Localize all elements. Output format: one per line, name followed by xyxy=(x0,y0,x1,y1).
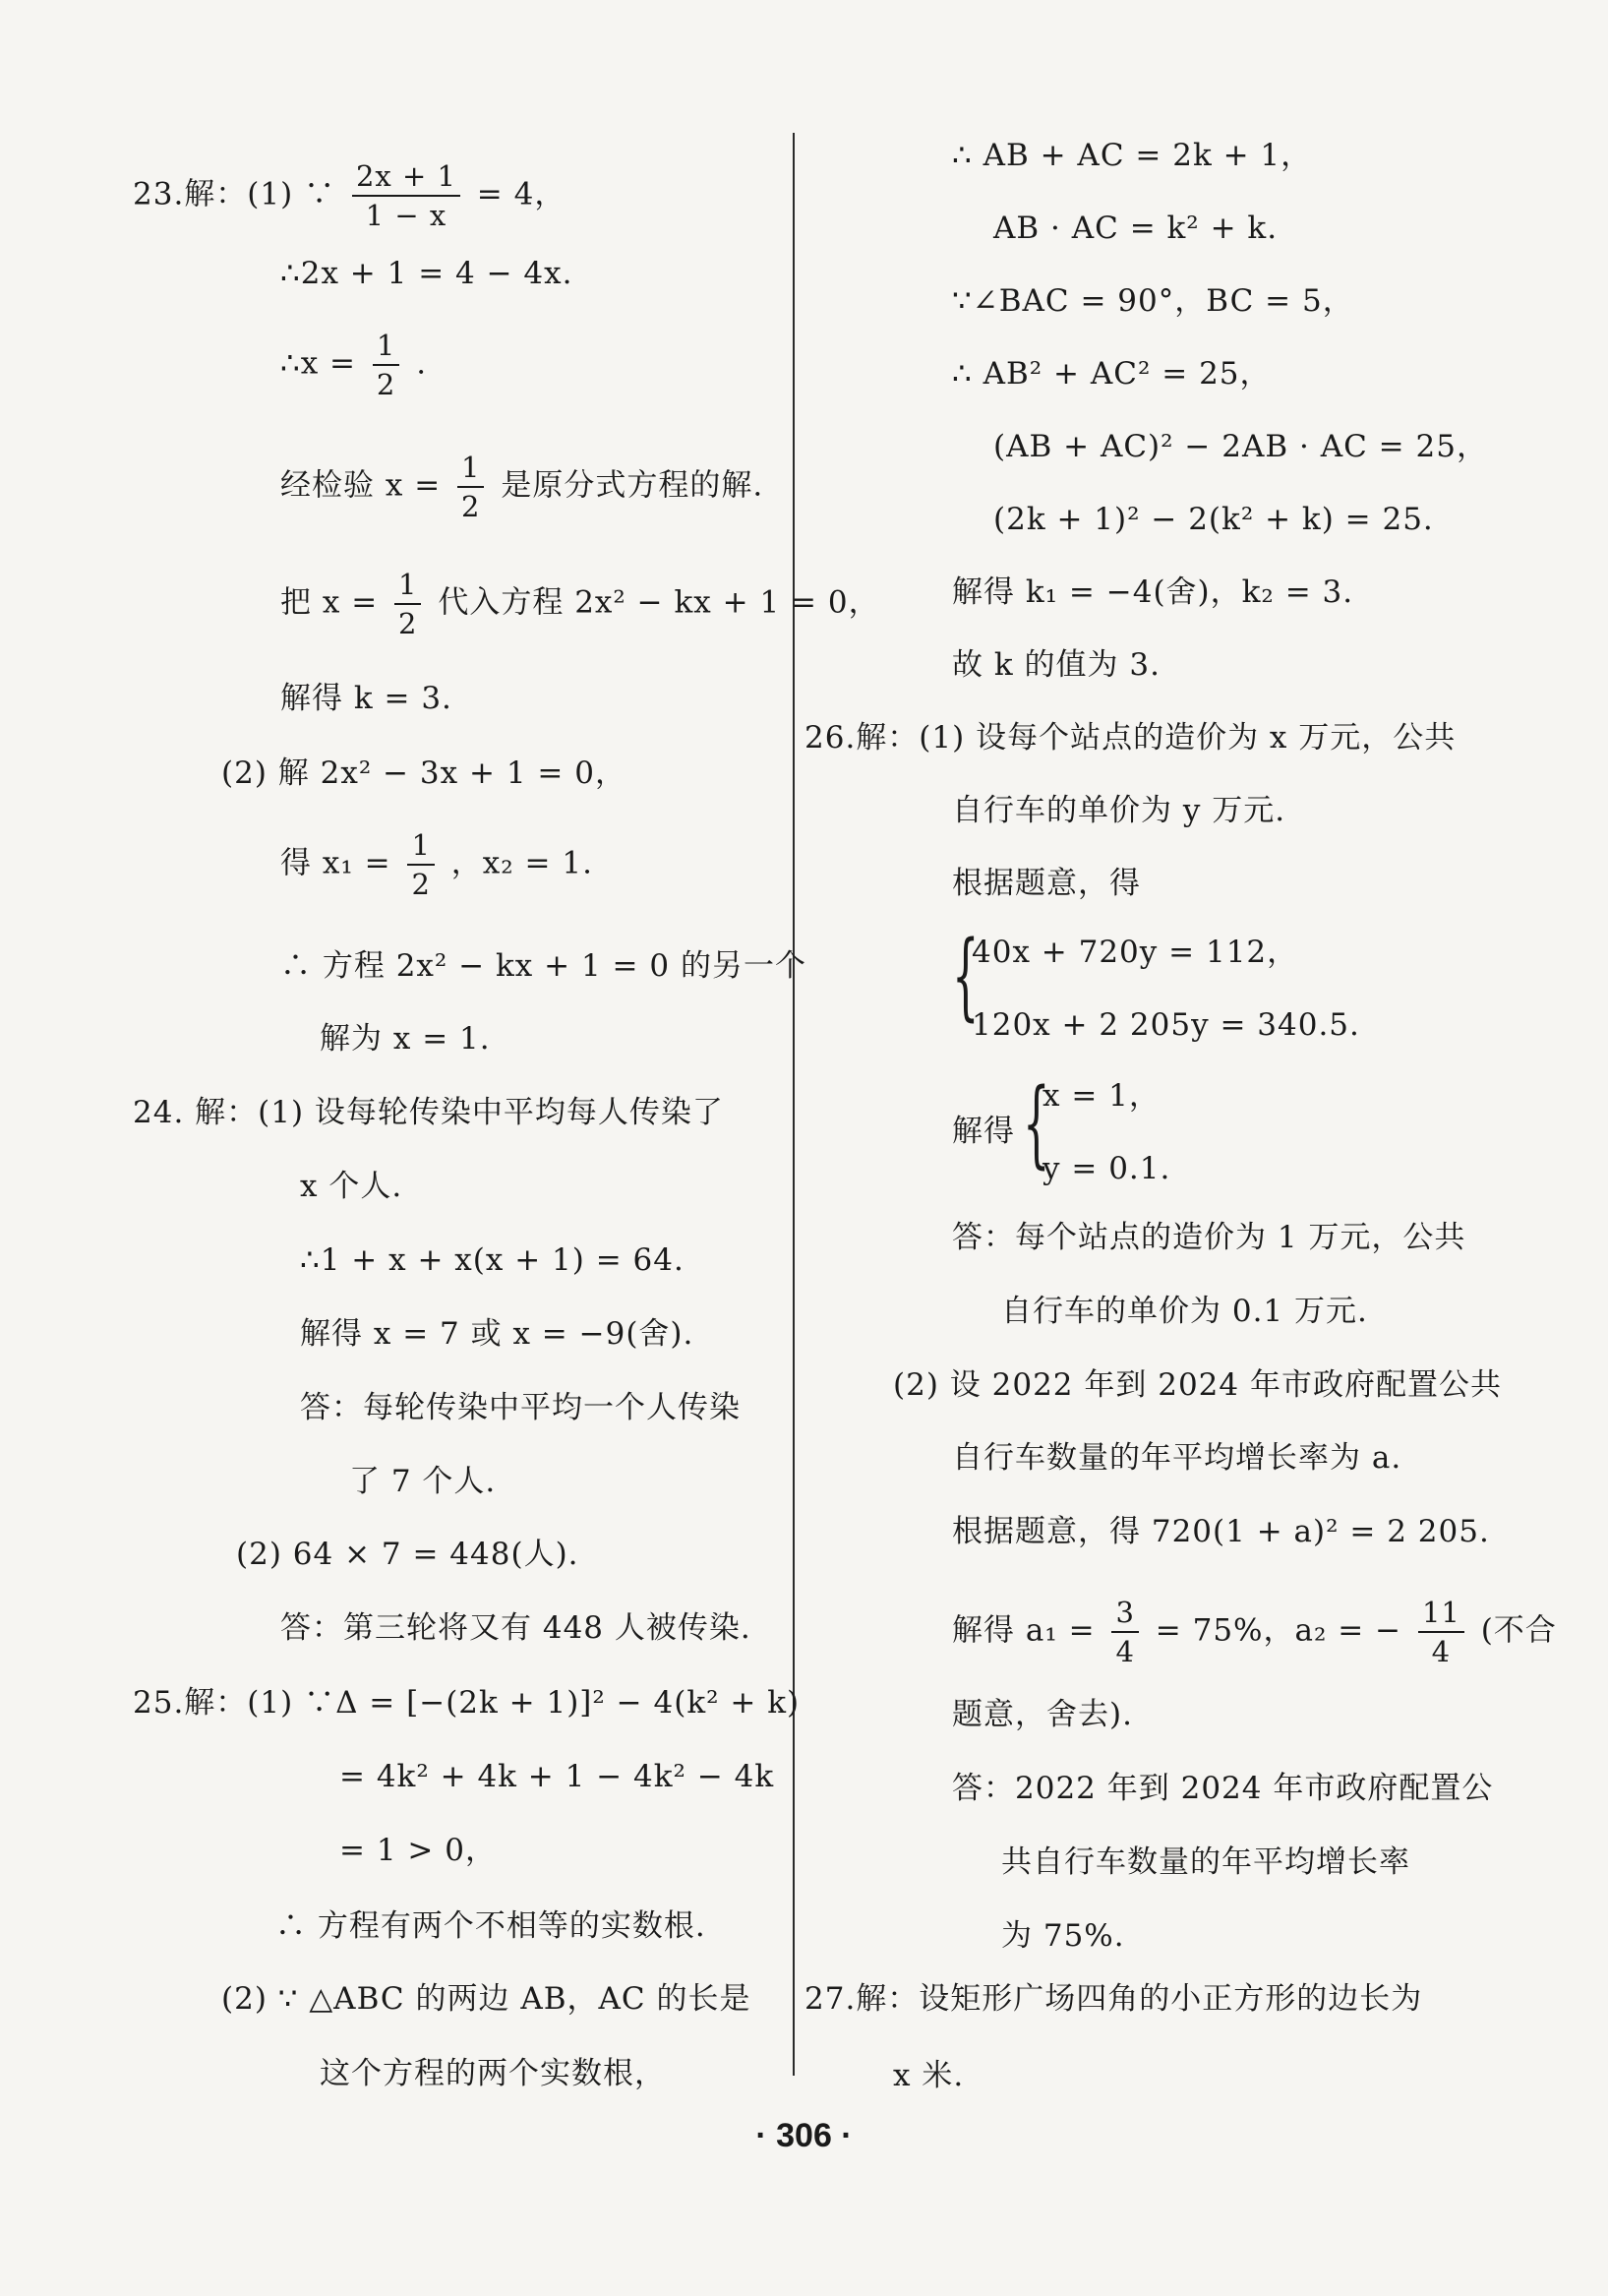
q23-line-7: (2) 解 2x² − 3x + 1 = 0， xyxy=(221,755,626,791)
text: . xyxy=(416,345,428,382)
q25-line-5: (2) ∵ △ABC 的两边 AB，AC 的长是 xyxy=(221,1981,751,2017)
numerator: 11 xyxy=(1421,1596,1460,1629)
text: 经检验 x = xyxy=(280,467,442,504)
text: 得 x₁ = xyxy=(280,845,391,881)
fraction xyxy=(407,826,434,903)
q24-line-3: ∴1 + x + x(x + 1) = 64. xyxy=(300,1242,685,1278)
q26-line-8: 根据题意，得 720(1 + a)² = 2 205. xyxy=(952,1514,1490,1549)
equation-tail: = 4， xyxy=(476,176,566,212)
q24-line-5: 答：每轮传染中平均一个人传染 xyxy=(300,1390,741,1425)
fraction xyxy=(1111,1594,1138,1670)
r-line-2: AB · AC = k² + k. xyxy=(993,211,1279,246)
denominator: 2 xyxy=(461,490,481,523)
q26-line-12: 共自行车数量的年平均增长率 xyxy=(1001,1844,1410,1880)
q24-line-8: 答：第三轮将又有 448 人被传染. xyxy=(280,1610,751,1646)
q26-line-3: 根据题意，得 xyxy=(952,866,1141,901)
denominator: 2 xyxy=(398,607,418,640)
q23-line-2: ∴2x + 1 = 4 − 4x. xyxy=(280,256,573,291)
numerator: 1 xyxy=(376,329,396,362)
q25-line-2: = 4k² + 4k + 1 − 4k² − 4k xyxy=(339,1759,775,1794)
q23-line-6: 解得 k = 3. xyxy=(280,681,452,716)
q26-line-4: 答：每个站点的造价为 1 万元，公共 xyxy=(952,1220,1466,1255)
q26-line-9 xyxy=(952,1594,1557,1670)
q23-line-8 xyxy=(280,826,593,903)
numerator: 2x + 1 xyxy=(355,159,456,193)
text: 把 x = xyxy=(280,584,379,621)
q25-line-1: 25.解：(1) ∵Δ = [−(2k + 1)]² − 4(k² + k) xyxy=(133,1685,801,1721)
equation-system-2 xyxy=(1023,1068,1318,1190)
fraction xyxy=(394,566,421,642)
text: ∴x = xyxy=(280,345,357,382)
q25-line-6: 这个方程的两个实数根， xyxy=(320,2056,666,2091)
denominator: 4 xyxy=(1431,1635,1452,1668)
fraction xyxy=(373,327,399,403)
q24-line-1: 24. 解：(1) 设每轮传染中平均每人传染了 xyxy=(133,1095,724,1130)
q23-line-4 xyxy=(280,449,763,525)
q24-line-4: 解得 x = 7 或 x = −9(舍). xyxy=(300,1316,694,1352)
text: ，x₂ = 1. xyxy=(450,845,593,881)
numerator: 1 xyxy=(461,451,481,484)
denominator: 1 − x xyxy=(365,199,447,232)
q23-line-5 xyxy=(280,566,880,642)
q23-line-1 xyxy=(133,157,566,234)
q24-line-7: (2) 64 × 7 = 448(人). xyxy=(236,1537,579,1572)
q26-line-2: 自行车的单价为 y 万元. xyxy=(952,793,1286,828)
q26-line-6: (2) 设 2022 年到 2024 年市政府配置公共 xyxy=(893,1367,1502,1403)
text: = 75%，a₂ = − xyxy=(1155,1612,1402,1649)
q27-line-1: 27.解：设矩形广场四角的小正方形的边长为 xyxy=(804,1981,1423,2017)
fraction xyxy=(1418,1594,1464,1670)
r-line-8: 故 k 的值为 3. xyxy=(952,647,1161,683)
denominator: 2 xyxy=(411,868,431,901)
q24-line-2: x 个人. xyxy=(300,1169,403,1204)
q26-line-1: 26.解：(1) 设每个站点的造价为 x 万元，公共 xyxy=(804,720,1457,755)
r-line-3: ∵∠BAC = 90°，BC = 5， xyxy=(952,283,1354,319)
q24-line-6: 了 7 个人. xyxy=(349,1464,497,1499)
system-2-eq-1: x = 1， xyxy=(1042,1078,1161,1114)
numerator: 1 xyxy=(411,828,431,862)
q25-line-3: = 1 > 0， xyxy=(339,1833,497,1868)
system-2-eq-2: y = 0.1. xyxy=(1042,1151,1171,1186)
text: 解得 a₁ = xyxy=(952,1612,1096,1649)
r-line-5: (AB + AC)² − 2AB · AC = 25， xyxy=(993,429,1488,464)
q23-line-10: 解为 x = 1. xyxy=(320,1021,491,1057)
numerator: 3 xyxy=(1115,1596,1135,1629)
column-divider xyxy=(793,133,795,2076)
denominator: 2 xyxy=(376,368,396,401)
q26-solution-label: 解得 xyxy=(952,1114,1015,1149)
page-number: · 306 · xyxy=(755,2117,853,2154)
r-line-1: ∴ AB + AC = 2k + 1， xyxy=(952,138,1313,173)
r-line-4: ∴ AB² + AC² = 25， xyxy=(952,356,1272,392)
text: 代入方程 2x² − kx + 1 = 0， xyxy=(438,584,880,621)
denominator: 4 xyxy=(1115,1635,1135,1668)
q26-line-13: 为 75%. xyxy=(1001,1918,1125,1954)
q26-line-11: 答：2022 年到 2024 年市政府配置公 xyxy=(952,1771,1494,1806)
numerator: 1 xyxy=(398,568,418,601)
r-line-6: (2k + 1)² − 2(k² + k) = 25. xyxy=(993,502,1434,537)
q27-line-2: x 米. xyxy=(893,2058,965,2093)
q26-line-7: 自行车数量的年平均增长率为 a. xyxy=(952,1440,1402,1476)
equation-system-1 xyxy=(952,921,1444,1043)
fraction xyxy=(352,157,460,234)
fraction xyxy=(457,449,484,525)
r-line-7: 解得 k₁ = −4(舍)，k₂ = 3. xyxy=(952,574,1354,610)
text: 是原分式方程的解. xyxy=(501,467,764,504)
q26-line-5: 自行车的单价为 0.1 万元. xyxy=(1001,1294,1368,1329)
q23-heading: 23.解：(1) ∵ xyxy=(133,176,336,212)
q23-line-3 xyxy=(280,327,427,403)
left-brace-icon: { xyxy=(1023,1068,1050,1178)
left-brace-icon: { xyxy=(952,921,980,1031)
system-1-eq-1: 40x + 720y = 112， xyxy=(972,935,1299,970)
system-1-eq-2: 120x + 2 205y = 340.5. xyxy=(972,1007,1360,1043)
q25-line-4: ∴ 方程有两个不相等的实数根. xyxy=(275,1908,706,1944)
q26-line-10: 题意，舍去). xyxy=(952,1697,1133,1732)
q23-line-9: ∴ 方程 2x² − kx + 1 = 0 的另一个 xyxy=(280,948,806,984)
text: (不合 xyxy=(1480,1612,1557,1649)
